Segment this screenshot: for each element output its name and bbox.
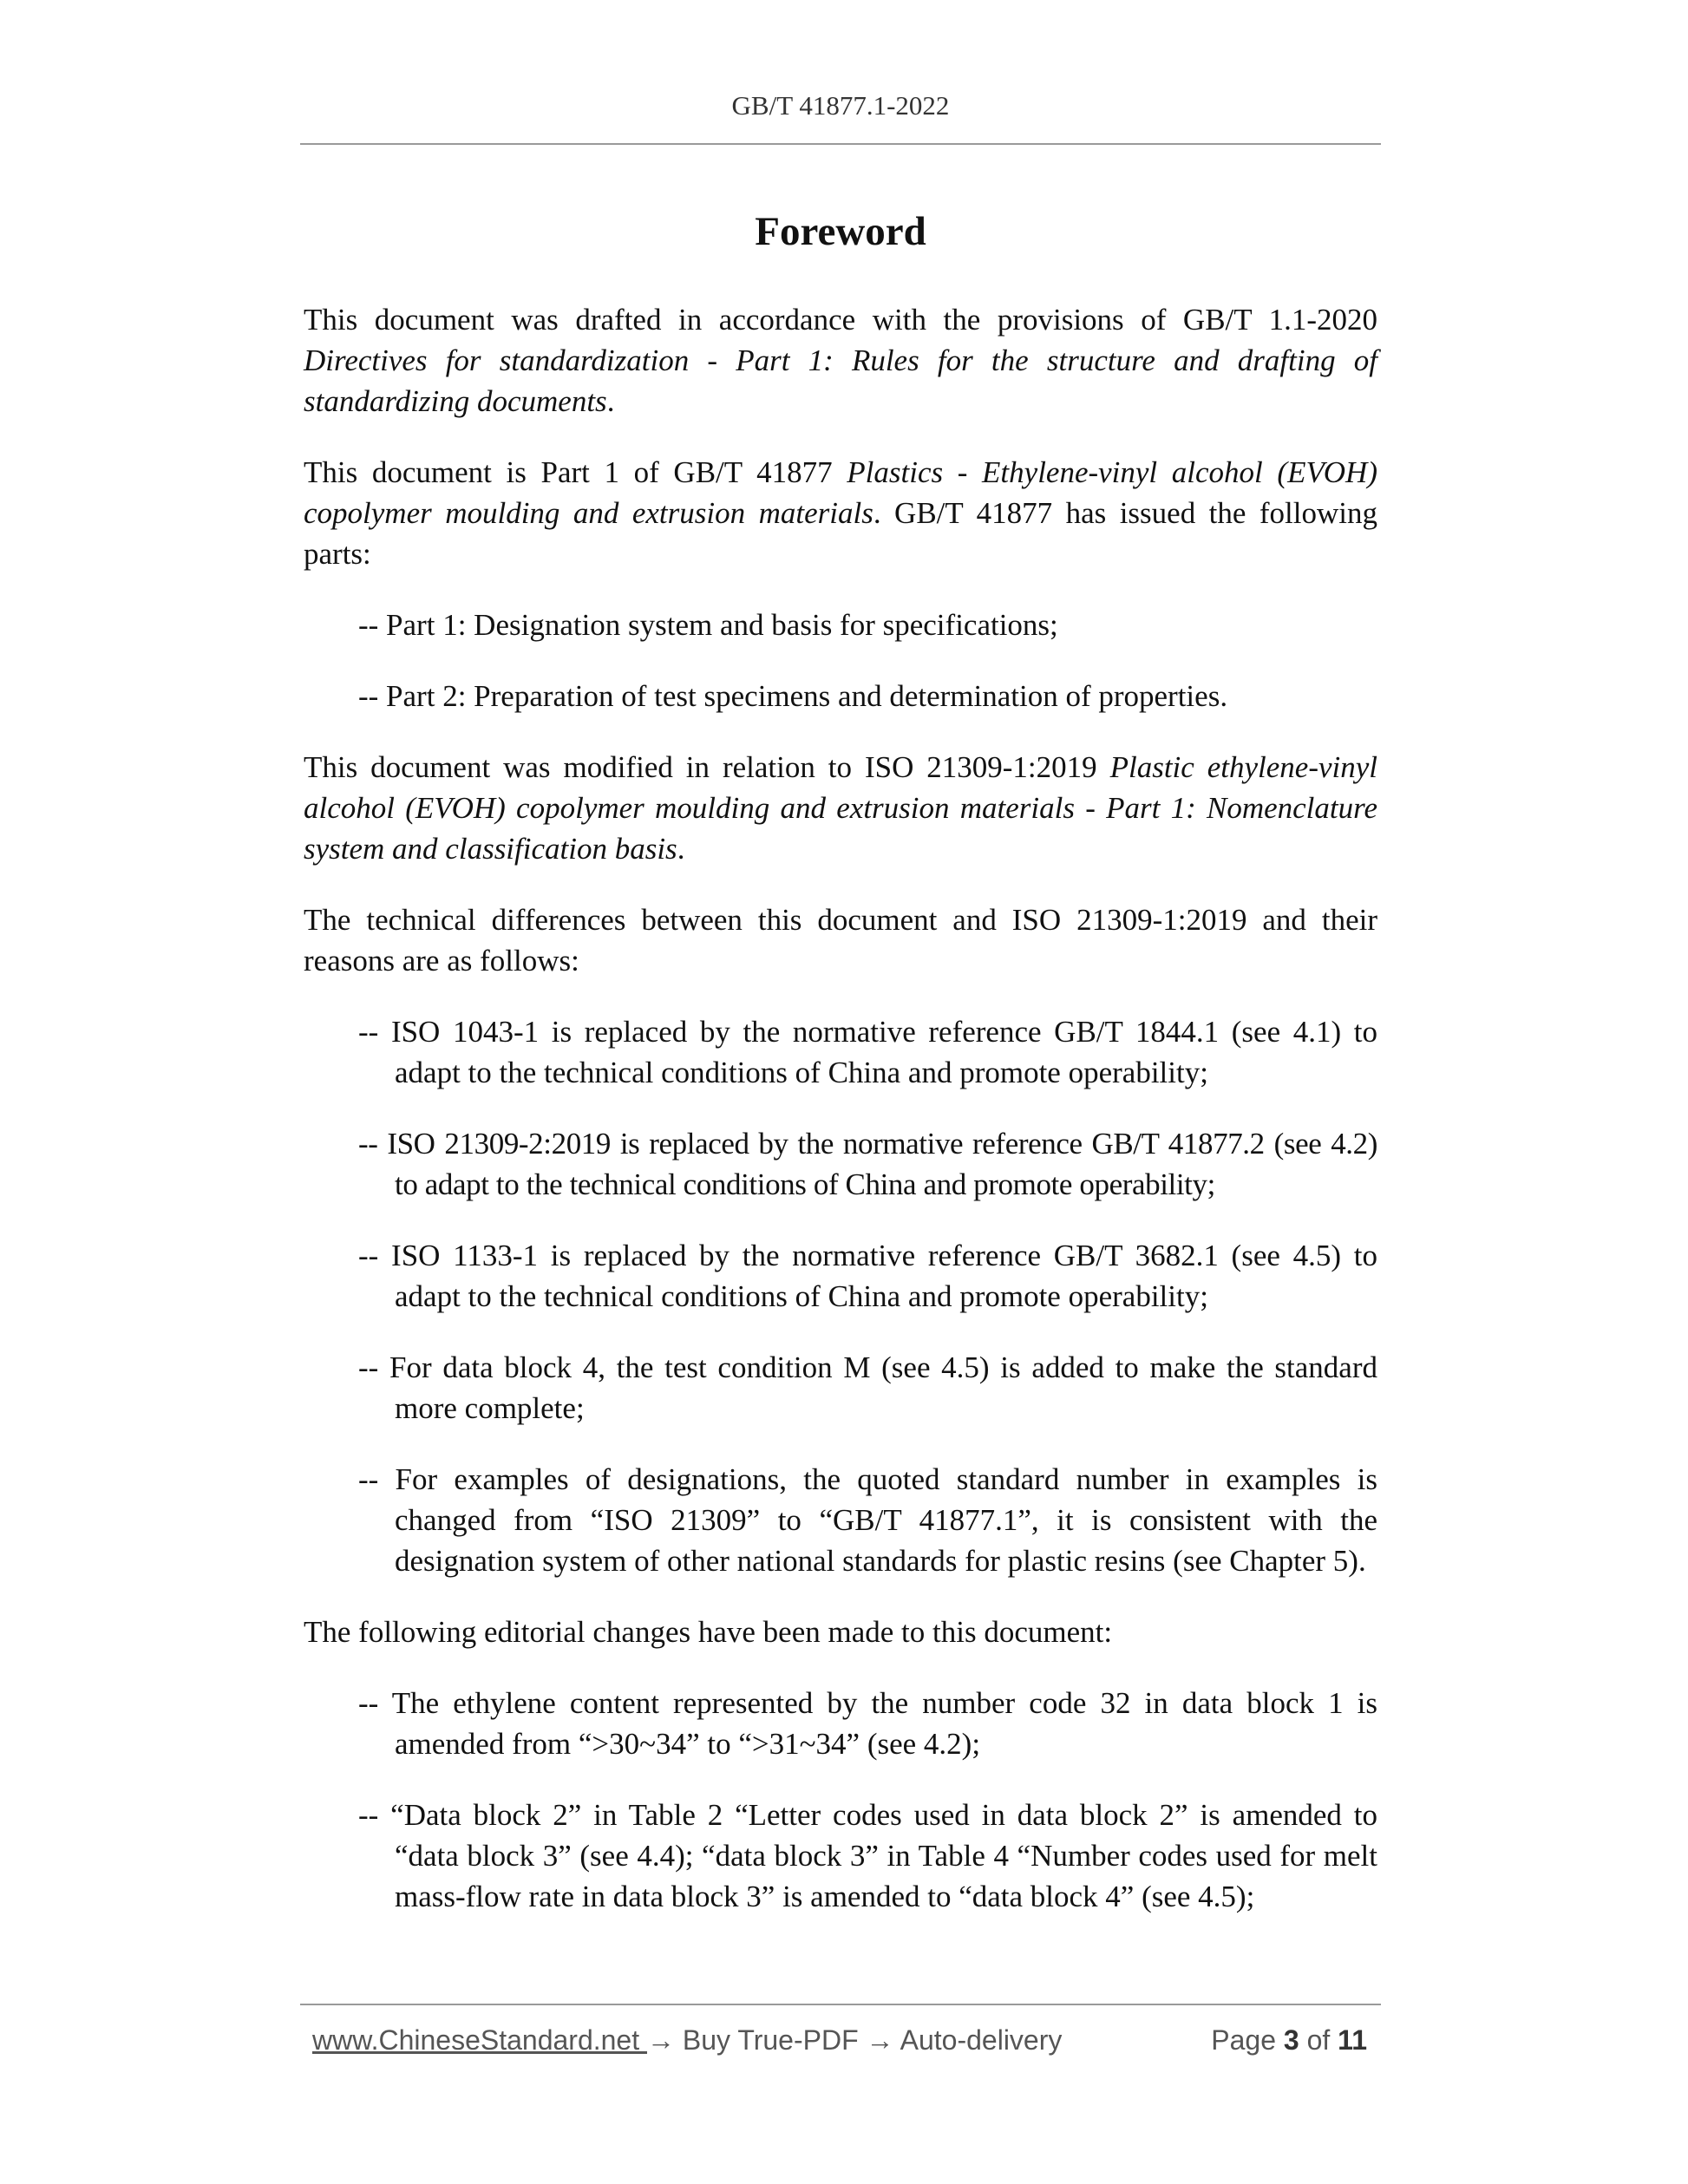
page-total: 11 — [1338, 2024, 1367, 2056]
paragraph-editorial-changes-intro: The following editorial changes have been made to this document: — [304, 1615, 1113, 1649]
header-divider — [300, 143, 1381, 145]
paragraph-text: This document is Part 1 of GB/T 41877 — [304, 455, 847, 489]
list-item-technical-difference: -- ISO 21309-2:2019 is replaced by the normative reference GB/T 41877.2 (see 4.2) to adapt to the technical conditions of China and promote operability; — [358, 1127, 1377, 1201]
paragraph-drafting-rules — [304, 299, 1377, 422]
list-item-editorial-change: -- “Data block 2” in Table 2 “Letter codes used in data block 2” is amended to “data block 3” (see 4.4); “data block 3” in Table 4 “Number codes used for melt mass-flow rate in data block 3” is amended to “data block 4” (see 4.5); — [358, 1798, 1377, 1913]
list-item-part-1: -- Part 1: Designation system and basis for specifications; — [358, 608, 1058, 642]
paragraph-series-parts — [304, 452, 1377, 574]
paragraph-technical-differences-intro: The technical differences between this document and ISO 21309-1:2019 and their reasons are as follows: — [304, 903, 1377, 978]
list-item-technical-difference: -- ISO 1133-1 is replaced by the normative reference GB/T 3682.1 (see 4.5) to adapt to the technical conditions of China and promote operability; — [358, 1239, 1377, 1313]
footer-nav-text: → Buy True-PDF → Auto-delivery — [647, 2024, 1063, 2056]
page-label: Page — [1211, 2024, 1277, 2056]
paragraph-text: This document was modified in relation to ISO 21309-1:2019 — [304, 750, 1110, 784]
paragraph-text: . — [677, 832, 685, 866]
standard-title-italic: Plastic ethylene-vinyl alcohol (EVOH) copolymer moulding and extrusion materials - Part 1: Nomenclature system and classification basis — [304, 750, 1377, 866]
of-label: of — [1306, 2024, 1331, 2056]
page-number: 3 — [1283, 2024, 1299, 2056]
list-item-editorial-change: -- The ethylene content represented by the number code 32 in data block 1 is amended from “>30~34” to “>31~34” (see 4.2); — [358, 1686, 1377, 1761]
website-link[interactable]: www.ChineseStandard.net — [312, 2024, 647, 2056]
page-body — [304, 204, 1377, 1947]
footer-divider — [300, 2004, 1381, 2005]
list-item-technical-difference: -- For examples of designations, the quoted standard number in examples is changed from “ISO 21309” to “GB/T 41877.1”, it is consistent with the designation system of other national standards for plastic resins (see Chapter 5). — [358, 1462, 1377, 1578]
running-header: GB/T 41877.1-2022 — [731, 90, 950, 121]
standard-title-italic: Directives for standardization - Part 1: Rules for the structure and drafting of standardizing documents — [304, 343, 1377, 418]
paragraph-text: . — [606, 384, 615, 418]
paragraph-text: This document was drafted in accordance with the provisions of GB/T 1.1-2020 — [304, 303, 1377, 337]
paragraph-modification-basis — [304, 747, 1377, 869]
page-footer — [312, 2024, 1367, 2063]
page-counter — [1211, 2024, 1367, 2056]
list-item-part-2: -- Part 2: Preparation of test specimens and determination of properties. — [358, 679, 1228, 713]
footer-promo — [312, 2024, 1062, 2056]
page-title: Foreword — [755, 209, 926, 254]
paragraph-text: . GB/T 41877 has issued the following parts: — [304, 496, 1378, 571]
list-item-technical-difference: -- ISO 1043-1 is replaced by the normative reference GB/T 1844.1 (see 4.1) to adapt to the technical conditions of China and promote operability; — [358, 1015, 1377, 1089]
standard-title-italic: Plastics - Ethylene-vinyl alcohol (EVOH) copolymer moulding and extrusion materials — [304, 455, 1377, 530]
list-item-technical-difference: -- For data block 4, the test condition M (see 4.5) is added to make the standard more complete; — [358, 1350, 1377, 1425]
